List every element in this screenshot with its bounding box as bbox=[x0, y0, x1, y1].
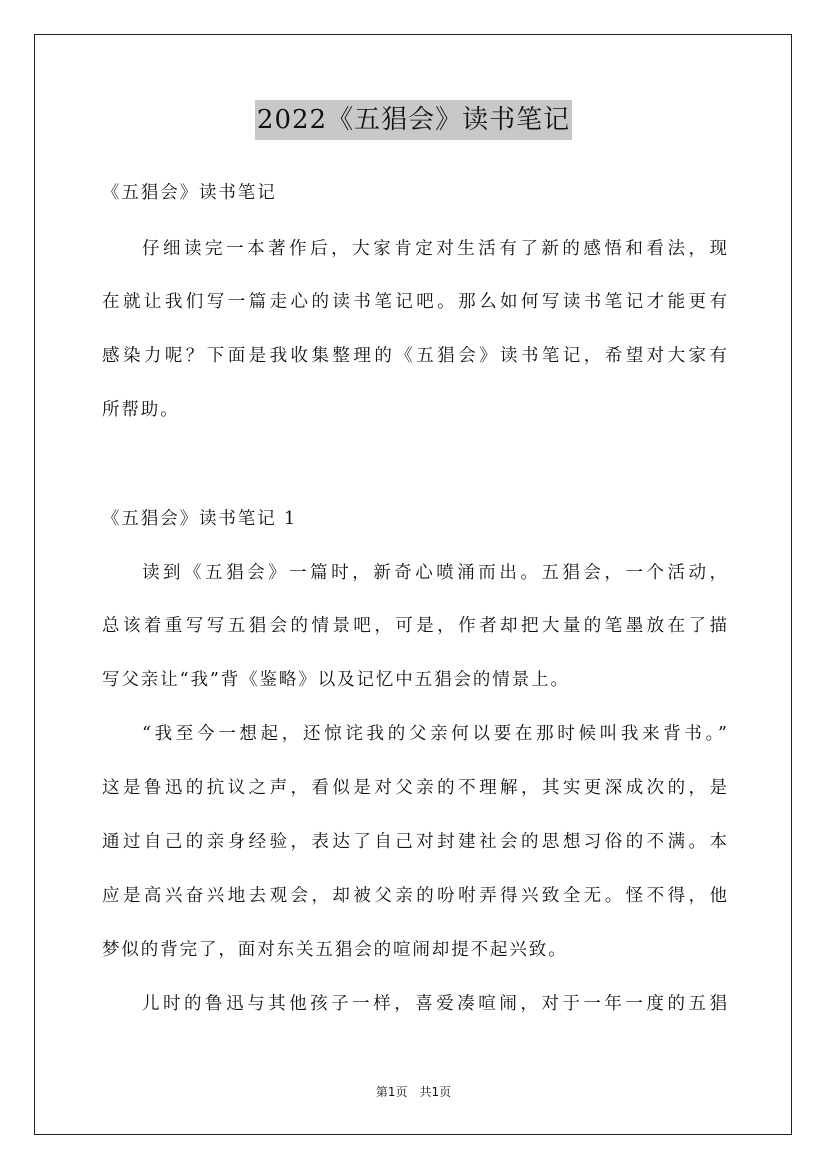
intro-line: 所帮助。 bbox=[102, 400, 180, 420]
intro-line: 感染力呢？下面是我收集整理的《五猖会》读书笔记，希望对大家有 bbox=[102, 346, 727, 366]
subtitle: 《五猖会》读书笔记 bbox=[102, 183, 277, 203]
body-line: “我至今一想起，还惊诧我的父亲何以要在那时候叫我来背书。” bbox=[142, 724, 727, 744]
body-line: 写父亲让“我”背《鉴略》以及记忆中五猖会的情景上。 bbox=[102, 670, 570, 690]
intro-line: 仔细读完一本著作后，大家肯定对生活有了新的感悟和看法，现 bbox=[142, 239, 727, 259]
body-line: 通过自己的亲身经验，表达了自己对封建社会的思想习俗的不满。本 bbox=[102, 832, 727, 852]
body-line: 应是高兴奋兴地去观会，却被父亲的吩咐弄得兴致全无。怪不得，他 bbox=[102, 886, 727, 906]
page-footer: 第1页 共1页 bbox=[375, 1085, 452, 1099]
section-heading: 《五猖会》读书笔记 1 bbox=[102, 509, 298, 529]
body-line: 读到《五猖会》一篇时，新奇心喷涌而出。五猖会，一个活动， bbox=[142, 563, 727, 583]
document-title: 2022《五猖会》读书笔记 bbox=[255, 100, 572, 140]
title-container bbox=[0, 100, 827, 140]
intro-line: 在就让我们写一篇走心的读书笔记吧。那么如何写读书笔记才能更有 bbox=[102, 292, 727, 312]
body-line: 这是鲁迅的抗议之声，看似是对父亲的不理解，其实更深成次的，是 bbox=[102, 778, 727, 798]
body-line: 儿时的鲁迅与其他孩子一样，喜爱凑喧闹，对于一年一度的五猖 bbox=[142, 994, 727, 1014]
body-line: 梦似的背完了，面对东关五猖会的喧闹却提不起兴致。 bbox=[102, 940, 568, 960]
body-line: 总该着重写写五猖会的情景吧，可是，作者却把大量的笔墨放在了描 bbox=[102, 616, 727, 636]
